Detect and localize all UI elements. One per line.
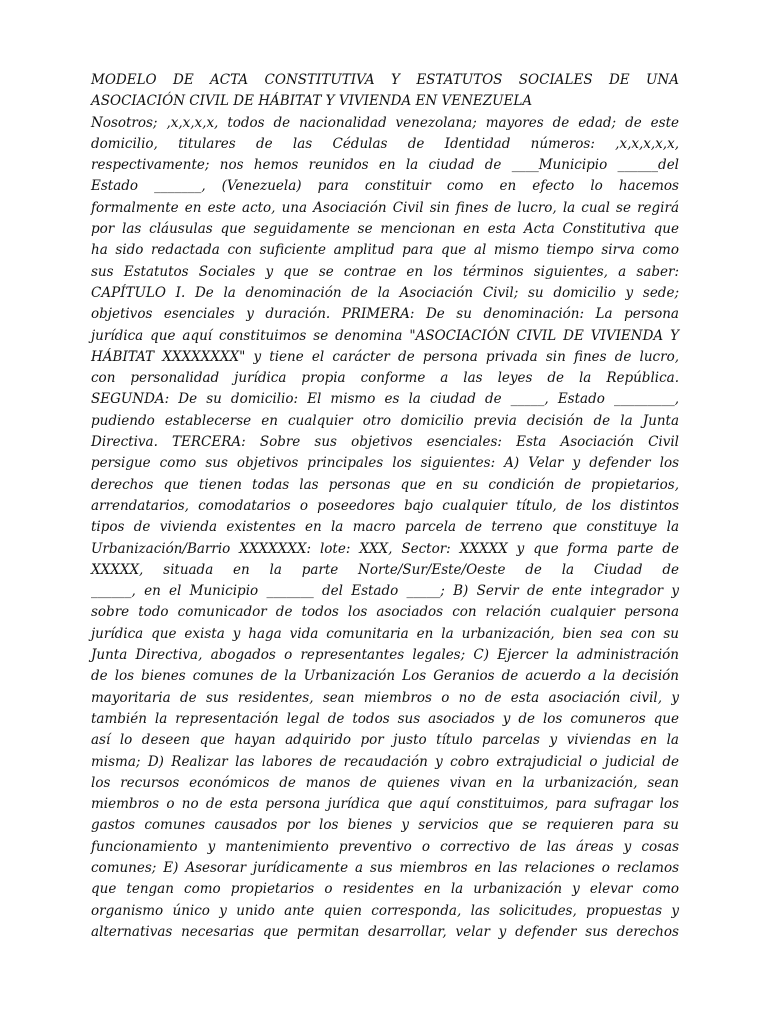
document-text-line: funcionamiento y mantenimiento preventivo o correctivo de las áreas y cosas <box>91 838 679 855</box>
document-text-line: mayoritaria de sus residentes, sean miembros o no de esta asociación civil, y <box>91 689 679 706</box>
document-text-line: CAPÍTULO I. De la denominación de la Asociación Civil; su domicilio y sede; <box>91 284 679 301</box>
document-text-line: jurídica que exista y haga vida comunitaria en la urbanización, bien sea con su <box>91 625 679 642</box>
document-text-line: formalmente en este acto, una Asociación Civil sin fines de lucro, la cual se regirá <box>91 199 679 216</box>
document-text-line: misma; D) Realizar las labores de recaudación y cobro extrajudicial o judicial de <box>91 753 679 770</box>
document-title-line: MODELO DE ACTA CONSTITUTIVA Y ESTATUTOS SOCIALES DE UNA <box>91 72 679 88</box>
document-text-line: miembros o no de esta persona jurídica que aquí constituimos, para sufragar los <box>91 796 679 813</box>
document-text-line: Junta Directiva, abogados o representantes legales; C) Ejercer la administración <box>91 647 679 664</box>
document-text-line: también la representación legal de todos sus asociados y de los comuneros que <box>91 710 679 727</box>
document-text-line: gastos comunes causados por los bienes y servicios que se requieren para su <box>91 817 679 834</box>
document-text-line: pudiendo establecerse en cualquier otro domicilio previa decisión de la Junta <box>91 412 679 429</box>
document-text-line: arrendatarios, comodatarios o poseedores bajo cualquier título, de los distintos <box>91 497 679 514</box>
document-text-line: sus Estatutos Sociales y que se contrae en los términos siguientes, a saber: <box>91 263 679 280</box>
document-text-line: XXXXX, situada en la parte Norte/Sur/Este/Oeste de la Ciudad de <box>91 561 679 578</box>
document-text-line: Urbanización/Barrio XXXXXXX: lote: XXX, Sector: XXXXX y que forma parte de <box>91 540 679 557</box>
document-text-line: por las cláusulas que seguidamente se mencionan en esta Acta Constitutiva que <box>91 221 679 238</box>
document-text-line: ha sido redactada con suficiente amplitud para que al mismo tiempo sirva como <box>91 242 679 259</box>
document-text-line: tipos de vivienda existentes en la macro parcela de terreno que constituye la <box>91 519 679 536</box>
document-text-line: derechos que tienen todas las personas que en su condición de propietarios, <box>91 476 679 493</box>
document-text-line: así lo deseen que hayan adquirido por justo título parcelas y viviendas en la <box>91 732 679 749</box>
document-text-line: domicilio, titulares de las Cédulas de Identidad números: ,x,x,x,x,x, <box>91 135 679 152</box>
document-text-line: objetivos esenciales y duración. PRIMERA: De su denominación: La persona <box>91 306 679 323</box>
document-text-line: SEGUNDA: De su domicilio: El mismo es la ciudad de _____, Estado _________, <box>91 391 679 408</box>
document-text-line: ______, en el Municipio _______ del Estado _____; B) Servir de ente integrador y <box>91 583 679 600</box>
document-paragraph <box>91 113 679 944</box>
document-text-line: sobre todo comunicador de todos los asociados con relación cualquier persona <box>91 604 679 621</box>
document-text-line: los recursos económicos de manos de quienes vivan en la urbanización, sean <box>91 774 679 791</box>
document-text-line: alternativas necesarias que permitan desarrollar, velar y defender sus derechos <box>91 923 679 940</box>
document-text-line: Directiva. TERCERA: Sobre sus objetivos esenciales: Esta Asociación Civil <box>91 434 679 451</box>
document-text-line: comunes; E) Asesorar jurídicamente a sus miembros en las relaciones o reclamos <box>91 859 679 876</box>
document-text-line: que tengan como propietarios o residentes en la urbanización y elevar como <box>91 881 679 898</box>
document-text-line: organismo único y unido ante quien corresponda, las solicitudes, propuestas y <box>91 902 679 919</box>
document-text-line: HÁBITAT XXXXXXXX" y tiene el carácter de persona privada sin fines de lucro, <box>91 348 679 365</box>
document-text-line: jurídica que aquí constituimos se denomina "ASOCIACIÓN CIVIL DE VIVIENDA Y <box>91 327 679 344</box>
document-text-line: Estado _______, (Venezuela) para constituir como en efecto lo hacemos <box>91 178 679 195</box>
document-title-line: ASOCIACIÓN CIVIL DE HÁBITAT Y VIVIENDA EN VENEZUELA <box>91 93 533 110</box>
document-text-line: respectivamente; nos hemos reunidos en la ciudad de ____Municipio ______del <box>91 157 679 174</box>
document-text-line: persigue como sus objetivos principales los siguientes: A) Velar y defender los <box>91 455 679 472</box>
document-text-line: de los bienes comunes de la Urbanización Los Geranios de acuerdo a la decisión <box>91 668 679 685</box>
document-text-line: Nosotros; ,x,x,x,x, todos de nacionalidad venezolana; mayores de edad; de este <box>91 114 679 131</box>
document-text-line: con personalidad jurídica propia conforme a las leyes de la República. <box>91 370 679 387</box>
document-body <box>91 70 679 943</box>
